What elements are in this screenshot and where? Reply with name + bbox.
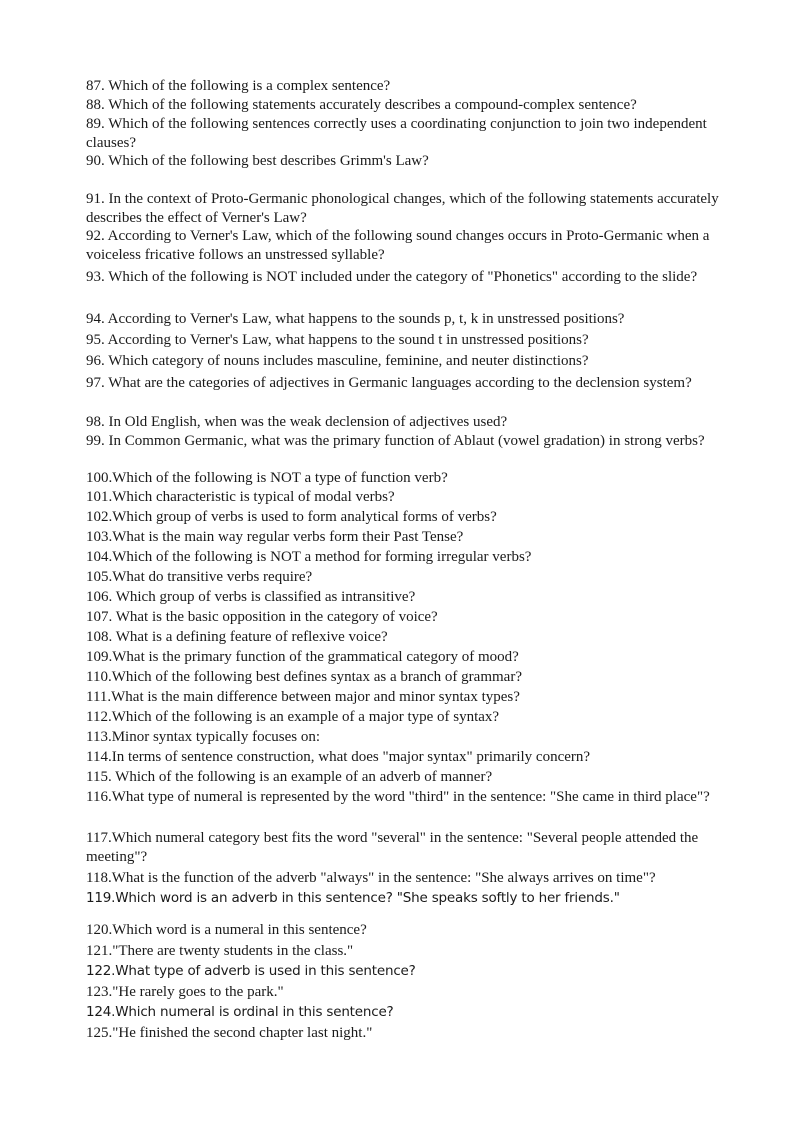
question-123: 123."He rarely goes to the park." xyxy=(86,984,284,1000)
question-95: 95. According to Verner's Law, what happens to the sound t in unstressed positions? xyxy=(86,332,589,348)
question-105: 105.What do transitive verbs require? xyxy=(86,569,313,585)
question-104: 104.Which of the following is NOT a method for forming irregular verbs? xyxy=(86,549,532,565)
question-112: 112.Which of the following is an example of a major type of syntax? xyxy=(86,709,500,725)
question-110: 110.Which of the following best defines syntax as a branch of grammar? xyxy=(86,669,522,685)
question-94: 94. According to Verner's Law, what happens to the sounds p, t, k in unstressed positions? xyxy=(86,311,625,327)
question-116: 116.What type of numeral is represented by the word "third" in the sentence: "She came in third place"? xyxy=(86,789,710,805)
question-113: 113.Minor syntax typically focuses on: xyxy=(86,729,320,745)
question-88: 88. Which of the following statements accurately describes a compound-complex sentence? xyxy=(86,97,637,113)
question-115: 115. Which of the following is an example of an adverb of manner? xyxy=(86,769,493,785)
question-90: 90. Which of the following best describes Grimm's Law? xyxy=(86,153,429,169)
question-121: 121."There are twenty students in the class." xyxy=(86,943,354,959)
question-122: 122.What type of adverb is used in this sentence? xyxy=(86,963,416,979)
question-91: 91. In the context of Proto-Germanic phonological changes, which of the following statements accurately describes the effect of Verner's Law? xyxy=(86,191,719,226)
question-125: 125."He finished the second chapter last night." xyxy=(86,1025,373,1041)
question-119: 119.Which word is an adverb in this sentence? "She speaks softly to her friends." xyxy=(86,890,620,906)
question-89: 89. Which of the following sentences correctly uses a coordinating conjunction to join two independent clauses? xyxy=(86,116,707,151)
question-108: 108. What is a defining feature of reflexive voice? xyxy=(86,629,388,645)
question-93: 93. Which of the following is NOT included under the category of "Phonetics" according to the slide? xyxy=(86,269,698,285)
question-99: 99. In Common Germanic, what was the primary function of Ablaut (vowel gradation) in strong verbs? xyxy=(86,433,705,449)
question-97: 97. What are the categories of adjectives in Germanic languages according to the declension system? xyxy=(86,375,692,391)
question-100: 100.Which of the following is NOT a type of function verb? xyxy=(86,470,448,486)
question-118: 118.What is the function of the adverb "always" in the sentence: "She always arrives on time"? xyxy=(86,870,656,886)
question-106: 106. Which group of verbs is classified as intransitive? xyxy=(86,589,416,605)
question-111: 111.What is the main difference between major and minor syntax types? xyxy=(86,689,520,705)
question-103: 103.What is the main way regular verbs form their Past Tense? xyxy=(86,529,464,545)
question-107: 107. What is the basic opposition in the category of voice? xyxy=(86,609,438,625)
question-92: 92. According to Verner's Law, which of the following sound changes occurs in Proto-Germanic when a voiceless fricative follows an unstressed syllable? xyxy=(86,228,710,263)
question-102: 102.Which group of verbs is used to form analytical forms of verbs? xyxy=(86,509,497,525)
question-101: 101.Which characteristic is typical of modal verbs? xyxy=(86,489,395,505)
question-114: 114.In terms of sentence construction, what does "major syntax" primarily concern? xyxy=(86,749,591,765)
question-117: 117.Which numeral category best fits the word "several" in the sentence: "Several people attended the meeting"? xyxy=(86,830,699,865)
question-96: 96. Which category of nouns includes masculine, feminine, and neuter distinctions? xyxy=(86,353,589,369)
question-120: 120.Which word is a numeral in this sentence? xyxy=(86,922,367,938)
question-87: 87. Which of the following is a complex sentence? xyxy=(86,78,391,94)
question-98: 98. In Old English, when was the weak declension of adjectives used? xyxy=(86,414,508,430)
question-109: 109.What is the primary function of the grammatical category of mood? xyxy=(86,649,519,665)
question-124: 124.Which numeral is ordinal in this sentence? xyxy=(86,1004,394,1020)
